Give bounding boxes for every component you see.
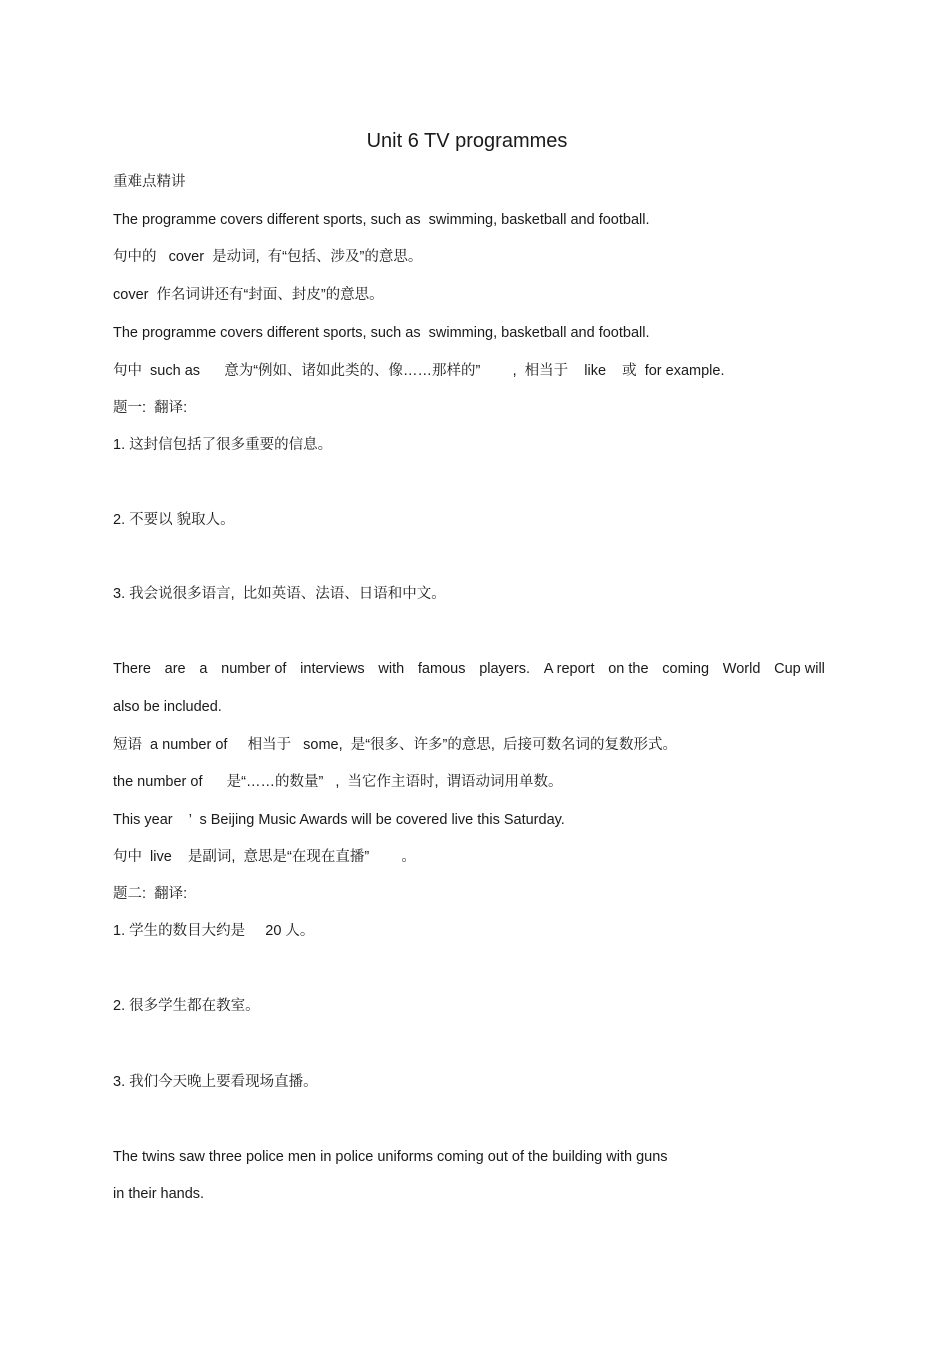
exercise-two-item-2: 2. 很多学生都在教室。	[113, 998, 260, 1014]
exercise-two-item-3: 3. 我们今天晚上要看现场直播。	[113, 1074, 318, 1090]
word: famous	[417, 661, 466, 677]
explanation-cover-verb: 句中的 cover 是动词, 有“包括、涉及”的意思。	[113, 249, 423, 265]
example-sentence-cover: The programme covers different sports, such as swimming, basketball and football.	[113, 212, 650, 228]
exercise-two-item-1: 1. 学生的数目大约是 20 人。	[113, 923, 315, 939]
example-sentence-number-of	[113, 659, 825, 679]
example-sentence-continuation: also be included.	[113, 699, 222, 715]
exercise-one-item-1: 1. 这封信包括了很多重要的信息。	[113, 437, 333, 453]
example-sentence-such-as: The programme covers different sports, such as swimming, basketball and football.	[113, 325, 650, 341]
word: players.	[479, 661, 530, 677]
example-sentence-twins-continuation: in their hands.	[113, 1186, 205, 1202]
explanation-a-number-of: 短语 a number of 相当于 some, 是“很多、许多”的意思, 后接可数名词的复数形式。	[113, 737, 677, 753]
word: a	[199, 661, 208, 677]
section-heading: 重难点精讲	[113, 174, 186, 190]
exercise-one-item-2: 2. 不要以 貌取人。	[113, 512, 235, 528]
word: number of	[221, 661, 287, 677]
word: with	[378, 661, 405, 677]
explanation-the-number-of: the number of 是“……的数量” , 当它作主语时, 谓语动词用单数。	[113, 774, 563, 790]
word: World	[722, 661, 761, 677]
word: Cup will	[774, 661, 825, 677]
exercise-one-heading: 题一: 翻译:	[113, 400, 188, 416]
exercise-two-heading: 题二: 翻译:	[113, 886, 188, 902]
example-sentence-live: This year ’ s Beijing Music Awards will be covered live this Saturday.	[113, 812, 565, 828]
explanation-cover-noun: cover 作名词讲还有“封面、封皮”的意思。	[113, 287, 384, 303]
word: are	[164, 661, 186, 677]
explanation-such-as: 句中 such as 意为“例如、诸如此类的、像……那样的” , 相当于 like 或 for example.	[113, 363, 725, 379]
exercise-one-item-3: 3. 我会说很多语言, 比如英语、法语、日语和中文。	[113, 586, 446, 602]
word: coming	[662, 661, 710, 677]
page-title: Unit 6 TV programmes	[366, 130, 568, 152]
word: A report	[543, 661, 595, 677]
word: There	[113, 661, 151, 677]
word: interviews	[300, 661, 365, 677]
example-sentence-twins: The twins saw three police men in police uniforms coming out of the building with guns	[113, 1149, 668, 1165]
word: on the	[608, 661, 649, 677]
explanation-live: 句中 live 是副词, 意思是“在现在直播” 。	[113, 849, 416, 865]
